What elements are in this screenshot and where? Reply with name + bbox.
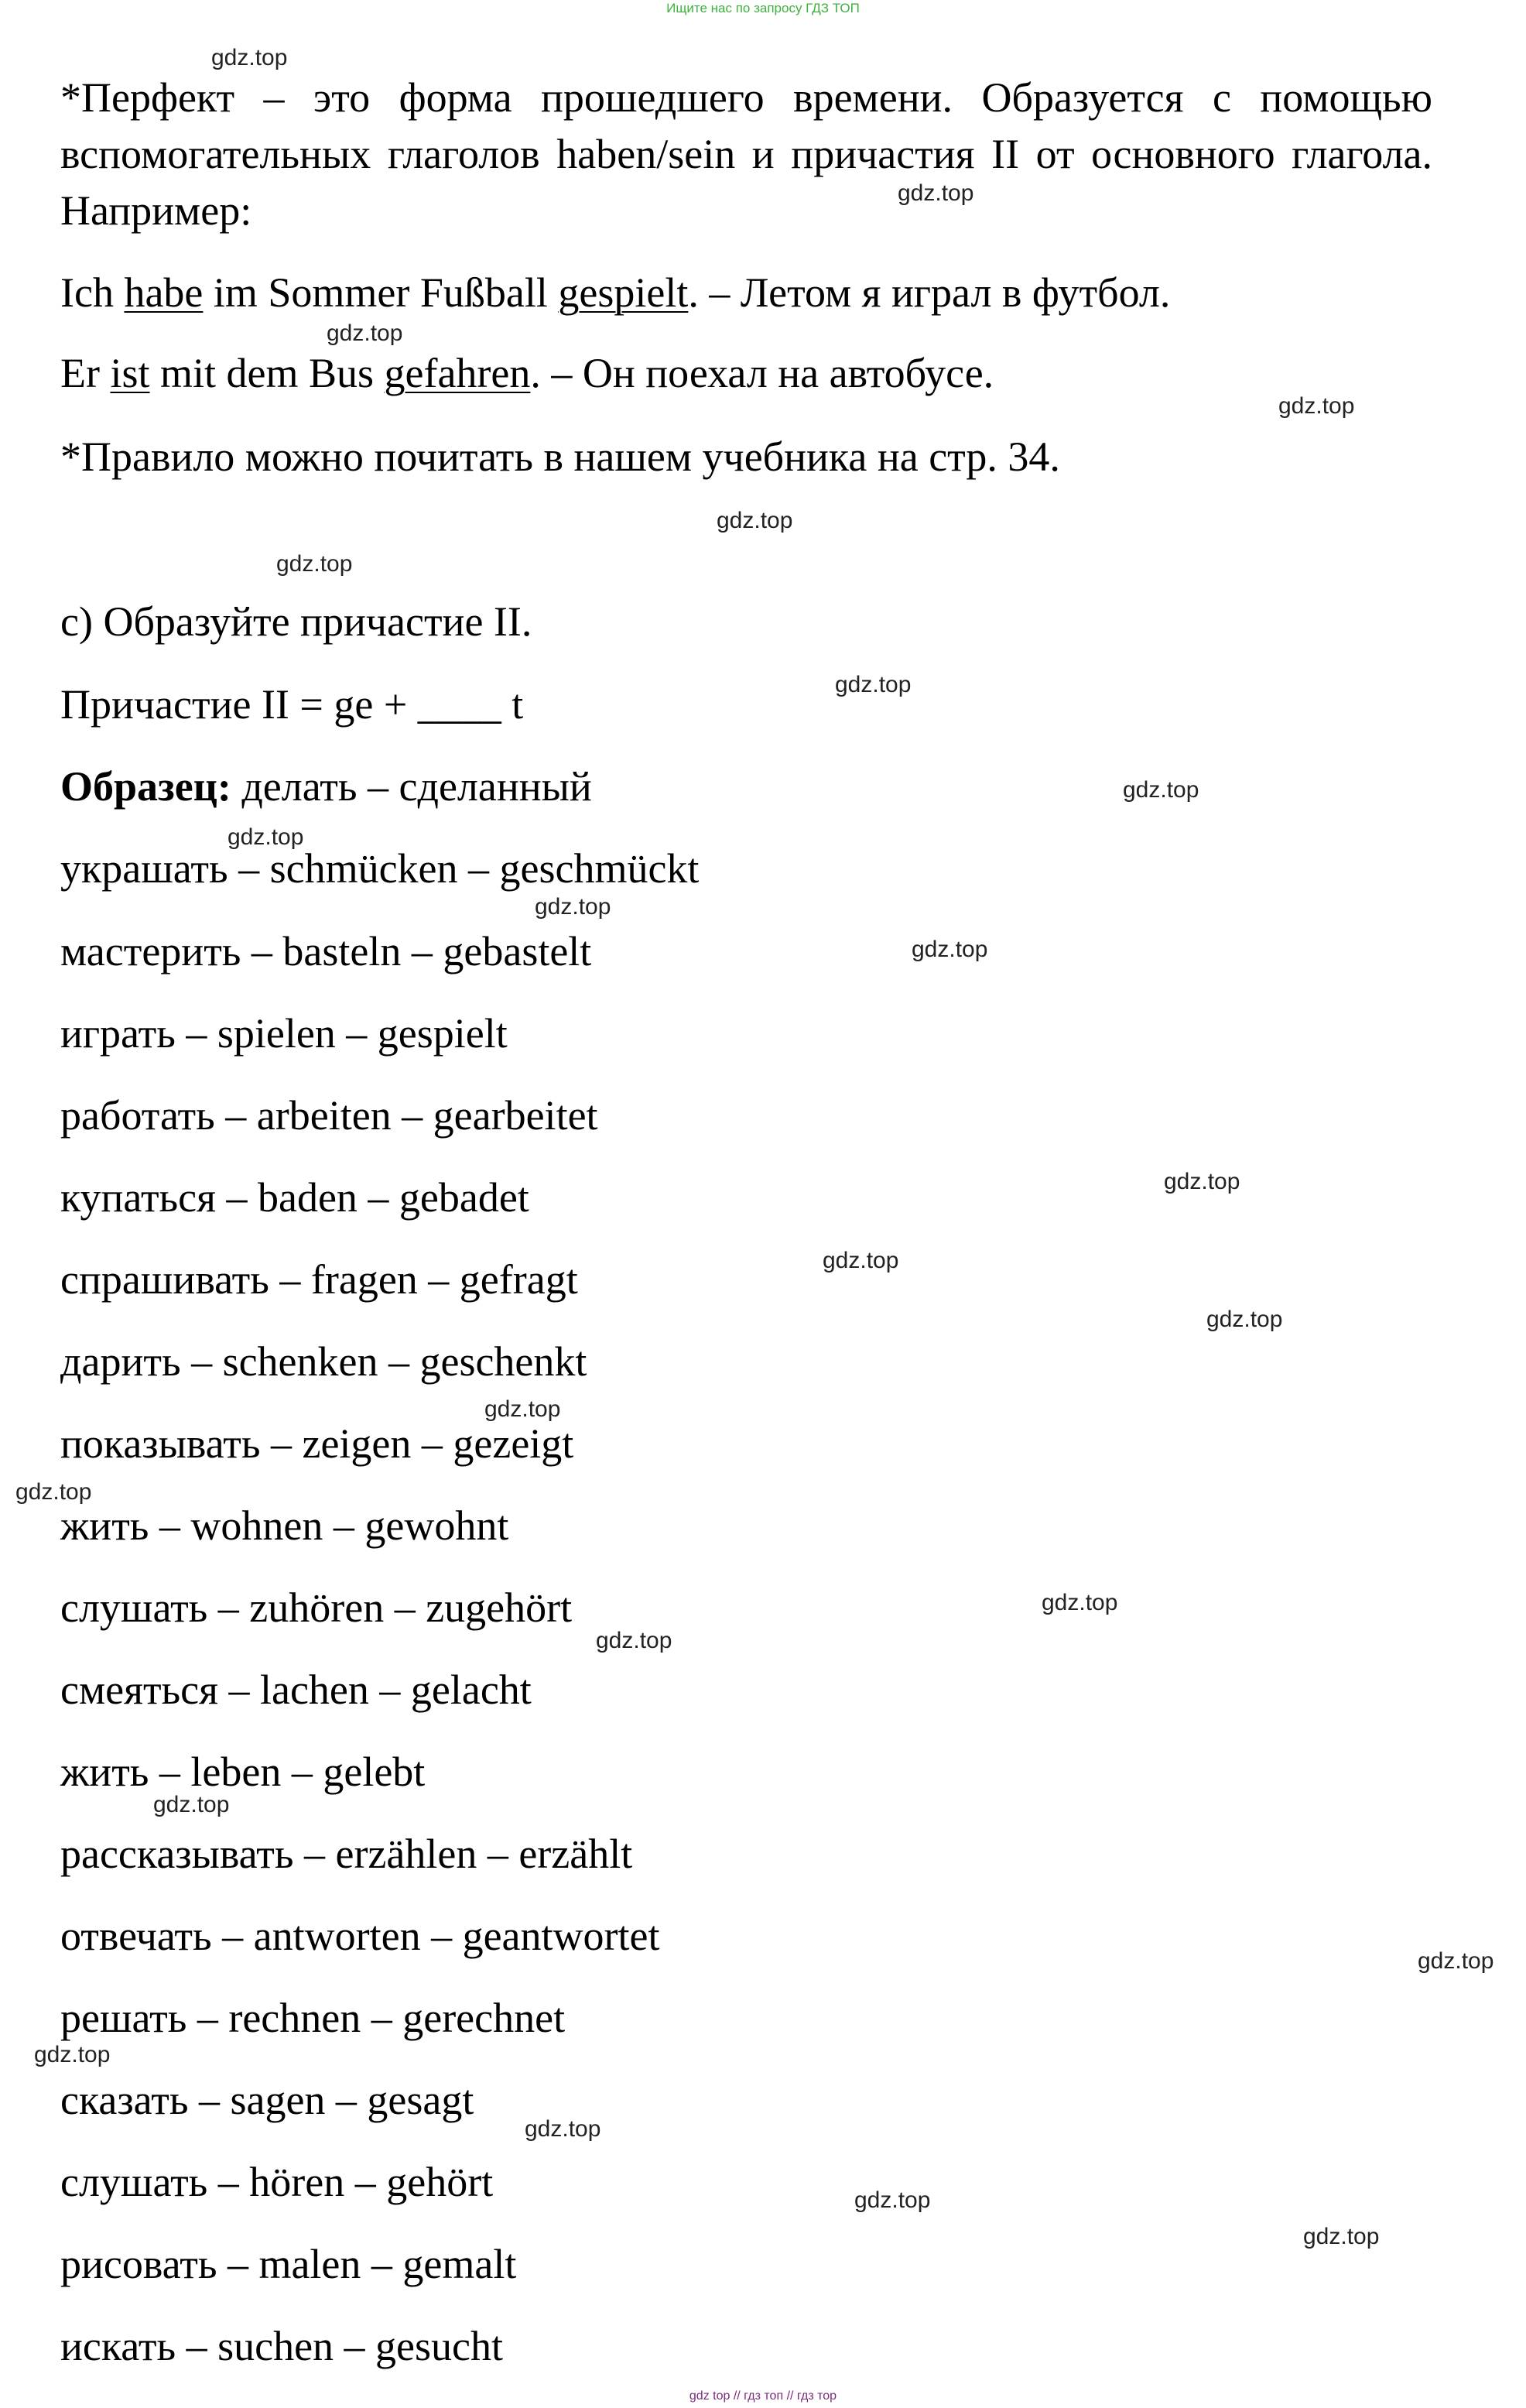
aux-verb: ist xyxy=(110,350,150,396)
verb-line: искать – suchen – gesucht xyxy=(60,2323,503,2369)
aux-verb: habe xyxy=(124,269,204,316)
top-banner: Ищите нас по запросу ГДЗ ТОП xyxy=(666,1,860,15)
verb-line: рисовать – malen – gemalt xyxy=(60,2241,517,2287)
watermark: gdz.top xyxy=(1206,1307,1283,1332)
watermark: gdz.top xyxy=(835,672,912,697)
verb-line: слушать – hören – gehört xyxy=(60,2159,494,2205)
watermark: gdz.top xyxy=(1123,777,1199,803)
watermark: gdz.top xyxy=(854,2187,931,2213)
watermark: gdz.top xyxy=(484,1396,561,1422)
watermark: gdz.top xyxy=(525,2116,601,2142)
watermark: gdz.top xyxy=(211,45,288,70)
verb-line: слушать – zuhören – zugehört xyxy=(60,1584,573,1631)
task-heading: c) Образуйте причастие II. xyxy=(60,598,532,645)
verb-line: сказать – sagen – gesagt xyxy=(60,2077,474,2123)
participle: gefahren xyxy=(384,350,531,396)
perfect-note: *Перфект – это форма прошедшего времени. Образуется с помощью вспомогательных глаголов haben/sein и причастия II от основного глагола. Например: xyxy=(60,74,1432,234)
watermark: gdz.top xyxy=(34,2042,111,2067)
sample-line: Образец: делать – сделанный xyxy=(60,763,592,810)
verb-line: работать – arbeiten – gearbeitet xyxy=(60,1092,598,1139)
sample-label: Образец: xyxy=(60,763,231,810)
watermark: gdz.top xyxy=(1303,2224,1380,2249)
verb-line: играть – spielen – gespielt xyxy=(60,1010,508,1057)
verb-line: жить – leben – gelebt xyxy=(60,1749,426,1795)
watermark: gdz.top xyxy=(912,937,988,962)
footer: gdz top // гдз топ // гдз тор xyxy=(689,2389,837,2403)
example-sentence-2: Er ist mit dem Bus gefahren. – Он поехал на автобусе. xyxy=(60,350,994,396)
watermark: gdz.top xyxy=(15,1479,92,1505)
verb-line: спрашивать – fragen – gefragt xyxy=(60,1256,578,1303)
watermark: gdz.top xyxy=(276,551,353,577)
watermark: gdz.top xyxy=(1042,1590,1118,1615)
participle: gespielt xyxy=(558,269,689,316)
participle-formula: Причастие II = ge + ____ t xyxy=(60,681,524,728)
watermark: gdz.top xyxy=(823,1248,899,1273)
verb-line: украшать – schmücken – geschmückt xyxy=(60,845,700,892)
watermark: gdz.top xyxy=(228,824,304,850)
watermark: gdz.top xyxy=(535,894,611,920)
verb-line: рассказывать – erzählen – erzählt xyxy=(60,1831,633,1877)
watermark: gdz.top xyxy=(153,1792,230,1817)
verb-line: смеяться – lachen – gelacht xyxy=(60,1666,532,1713)
verb-line: отвечать – antworten – geantwortet xyxy=(60,1913,660,1959)
verb-line: показывать – zeigen – gezeigt xyxy=(60,1420,574,1467)
watermark: gdz.top xyxy=(1164,1169,1240,1194)
verb-line: мастерить – basteln – gebastelt xyxy=(60,928,592,975)
watermark: gdz.top xyxy=(1278,393,1355,419)
verb-line: дарить – schenken – geschenkt xyxy=(60,1338,587,1385)
example-sentence-1: Ich habe im Sommer Fußball gespielt. – Летом я играл в футбол. xyxy=(60,269,1171,316)
verb-line: купаться – baden – gebadet xyxy=(60,1174,529,1221)
rule-note: *Правило можно почитать в нашем учебника на стр. 34. xyxy=(60,433,1060,480)
watermark: gdz.top xyxy=(717,508,793,533)
watermark: gdz.top xyxy=(1418,1948,1494,1974)
verb-line: решать – rechnen – gerechnet xyxy=(60,1995,566,2041)
watermark: gdz.top xyxy=(898,180,974,206)
verb-line: жить – wohnen – gewohnt xyxy=(60,1502,509,1549)
watermark: gdz.top xyxy=(596,1628,672,1653)
watermark: gdz.top xyxy=(327,320,403,346)
